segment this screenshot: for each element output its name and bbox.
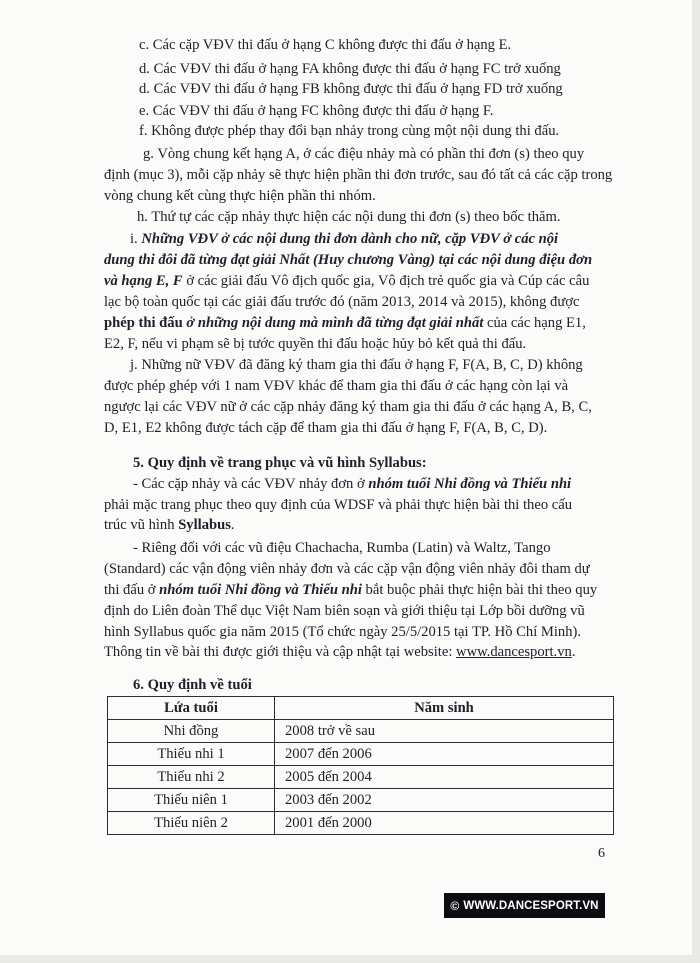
rule-e: e. Các VĐV thi đấu ở hạng FC không được thi đấu ở hạng F. [139,103,494,119]
page-edge-right [692,0,700,963]
section-6-heading: 6. Quy định về tuổi [133,677,252,693]
table-row [108,766,614,789]
rule-g-line-3: vòng chung kết cùng thực hiện phần thi nhóm. [104,188,376,204]
age-table [107,696,614,835]
rule-i-line-3 [104,271,589,291]
rule-i-emphasis-1: Những VĐV ở các nội dung thi đơn dành cho nữ, cặp VĐV ở các nội [141,231,559,247]
section-5-p2-line-4: định do Liên đoàn Thể dục Việt Nam biên soạn và giới thiệu tại Lớp bồi dưỡng vũ [104,603,585,619]
rule-c: c. Các cặp VĐV thi đấu ở hạng C không được thi đấu ở hạng E. [139,37,512,53]
rule-i-text-3: ở các giải đấu Vô địch quốc gia, Vô địch trẻ quốc gia và Cúp các câu [182,273,590,289]
rule-i-line-1 [130,229,558,249]
section-5-p1-line-3 [104,515,235,535]
rule-i-line-4: lạc bộ toàn quốc tại các giải đấu trước đó (năm 2013, 2014 và 2015), không được [104,294,580,310]
birth-year-cell: 2005 đến 2004 [275,766,614,789]
column-header-birth-year: Năm sinh [275,697,614,720]
rule-j-line-2: được phép ghép với 1 nam VĐV khác để tham gia thi đấu ở các hạng còn lại và [104,378,569,394]
section-5-p2-period: . [571,644,576,660]
table-row [108,812,614,835]
section-5-p2-line-2: (Standard) các vận động viên nhảy đơn và các cặp vận động viên nhảy đôi tham dự [104,561,590,577]
section-5-p1-text-3: trúc vũ hình [104,517,179,533]
section-5-p1-line-2: phải mặc trang phục theo quy định của WDSF và phải thực hiện bài thi theo cấu [104,497,573,513]
age-group-cell: Thiếu niên 2 [108,812,275,835]
column-header-age-group: Lứa tuổi [108,697,275,720]
section-5-p2-emphasis-3: nhóm tuổi Nhi đồng và Thiếu nhi [159,582,362,598]
age-group-cell: Thiếu nhi 2 [108,766,275,789]
section-5-p1-emphasis-1: nhóm tuổi Nhi đồng và Thiếu nhi [368,476,572,492]
birth-year-cell: 2007 đến 2006 [275,743,614,766]
website-link[interactable]: www.dancesport.vn [456,644,572,660]
section-5-p1-period: . [230,517,235,533]
rule-g-line-1: g. Vòng chung kết hạng A, ở các điệu nhảy mà có phần thi đơn (s) theo quy [143,146,585,162]
rule-j-line-4: D, E1, E2 không được tách cặp để tham gia thi đấu ở hạng F, F(A, B, C, D). [104,420,548,436]
table-header-row [108,697,614,720]
rule-g-line-2: định (mục 3), mỗi cặp nhảy sẽ thực hiện phần thi đơn trước, sau đó tất cả các cặp trong [104,167,613,183]
section-5-p2-text-3a: thi đấu ở [104,582,160,598]
rule-j-line-3: ngược lại các VĐV nữ ở các cặp nhảy đăng ký tham gia thi đấu ở các hạng A, B, C, [104,399,592,415]
section-5-heading: 5. Quy định về trang phục và vũ hình Syllabus: [133,455,427,471]
birth-year-cell: 2003 đến 2002 [275,789,614,812]
birth-year-cell: 2001 đến 2000 [275,812,614,835]
watermark-text: WWW.DANCESPORT.VN [463,899,599,912]
section-5-p2-line-3 [104,580,597,600]
rule-d-fa: d. Các VĐV thi đấu ở hạng FA không được thi đấu ở hạng FC trở xuống [139,61,561,77]
rule-i-emphasis-5: ở những nội dung mà mình đã từng đạt giải nhất [186,315,484,331]
rule-i-label: i. [130,231,142,247]
table-row [108,789,614,812]
section-5-p2-line-5: hình Syllabus quốc gia năm 2015 (Tổ chức ngày 25/5/2015 tại TP. Hồ Chí Minh). [104,624,582,640]
rule-d-fb: d. Các VĐV thi đấu ở hạng FB không được thi đấu ở hạng FD trở xuống [139,81,563,97]
section-5-p2-text-3c: bắt buộc phải thực hiện bài thi theo quy [361,582,598,598]
rule-h: h. Thứ tự các cặp nhảy thực hiện các nội dung thi đơn (s) theo bốc thăm. [137,209,561,225]
rule-i-line-6: E2, F, nếu vi phạm sẽ bị tước quyền thi đấu hoặc hủy bỏ kết quả thi đấu. [104,336,527,352]
rule-i-emphasis-3: và hạng E, F [104,273,183,289]
copyright-icon: © [450,898,460,913]
section-5-p1-text-1: - Các cặp nhảy và các VĐV nhảy đơn ở [133,476,369,492]
section-5-p2-text-6a: Thông tin về bài thi được giới thiệu và cập nhật tại website: [104,644,457,660]
section-5-p2-line-6 [104,642,575,662]
page-edge-bottom [0,955,700,963]
rule-j-line-1: j. Những nữ VĐV đã đăng ký tham gia thi đấu ở hạng F, F(A, B, C, D) không [130,357,583,373]
rule-i-line-2: dung thi đôi đã từng đạt giải Nhất (Huy chương Vàng) tại các nội dung điệu đơn [104,252,593,268]
age-group-cell: Nhi đồng [108,720,275,743]
rule-i-bold-5: phép thi đấu [104,315,187,331]
age-group-cell: Thiếu niên 1 [108,789,275,812]
table-row [108,743,614,766]
age-group-cell: Thiếu nhi 1 [108,743,275,766]
rule-f: f. Không được phép thay đổi bạn nhảy trong cùng một nội dung thi đấu. [139,123,560,139]
section-5-p2-line-1: - Riêng đối với các vũ điệu Chachacha, Rumba (Latin) và Waltz, Tango [133,540,551,556]
section-5-p1-line-1 [133,474,571,494]
rule-i-line-5 [104,313,586,333]
rule-i-text-5: của các hạng E1, [483,315,586,331]
section-5-syllabus-bold: Syllabus [178,517,231,533]
watermark-badge [444,893,605,918]
birth-year-cell: 2008 trở về sau [275,720,614,743]
table-row [108,720,614,743]
page-number: 6 [598,846,605,861]
